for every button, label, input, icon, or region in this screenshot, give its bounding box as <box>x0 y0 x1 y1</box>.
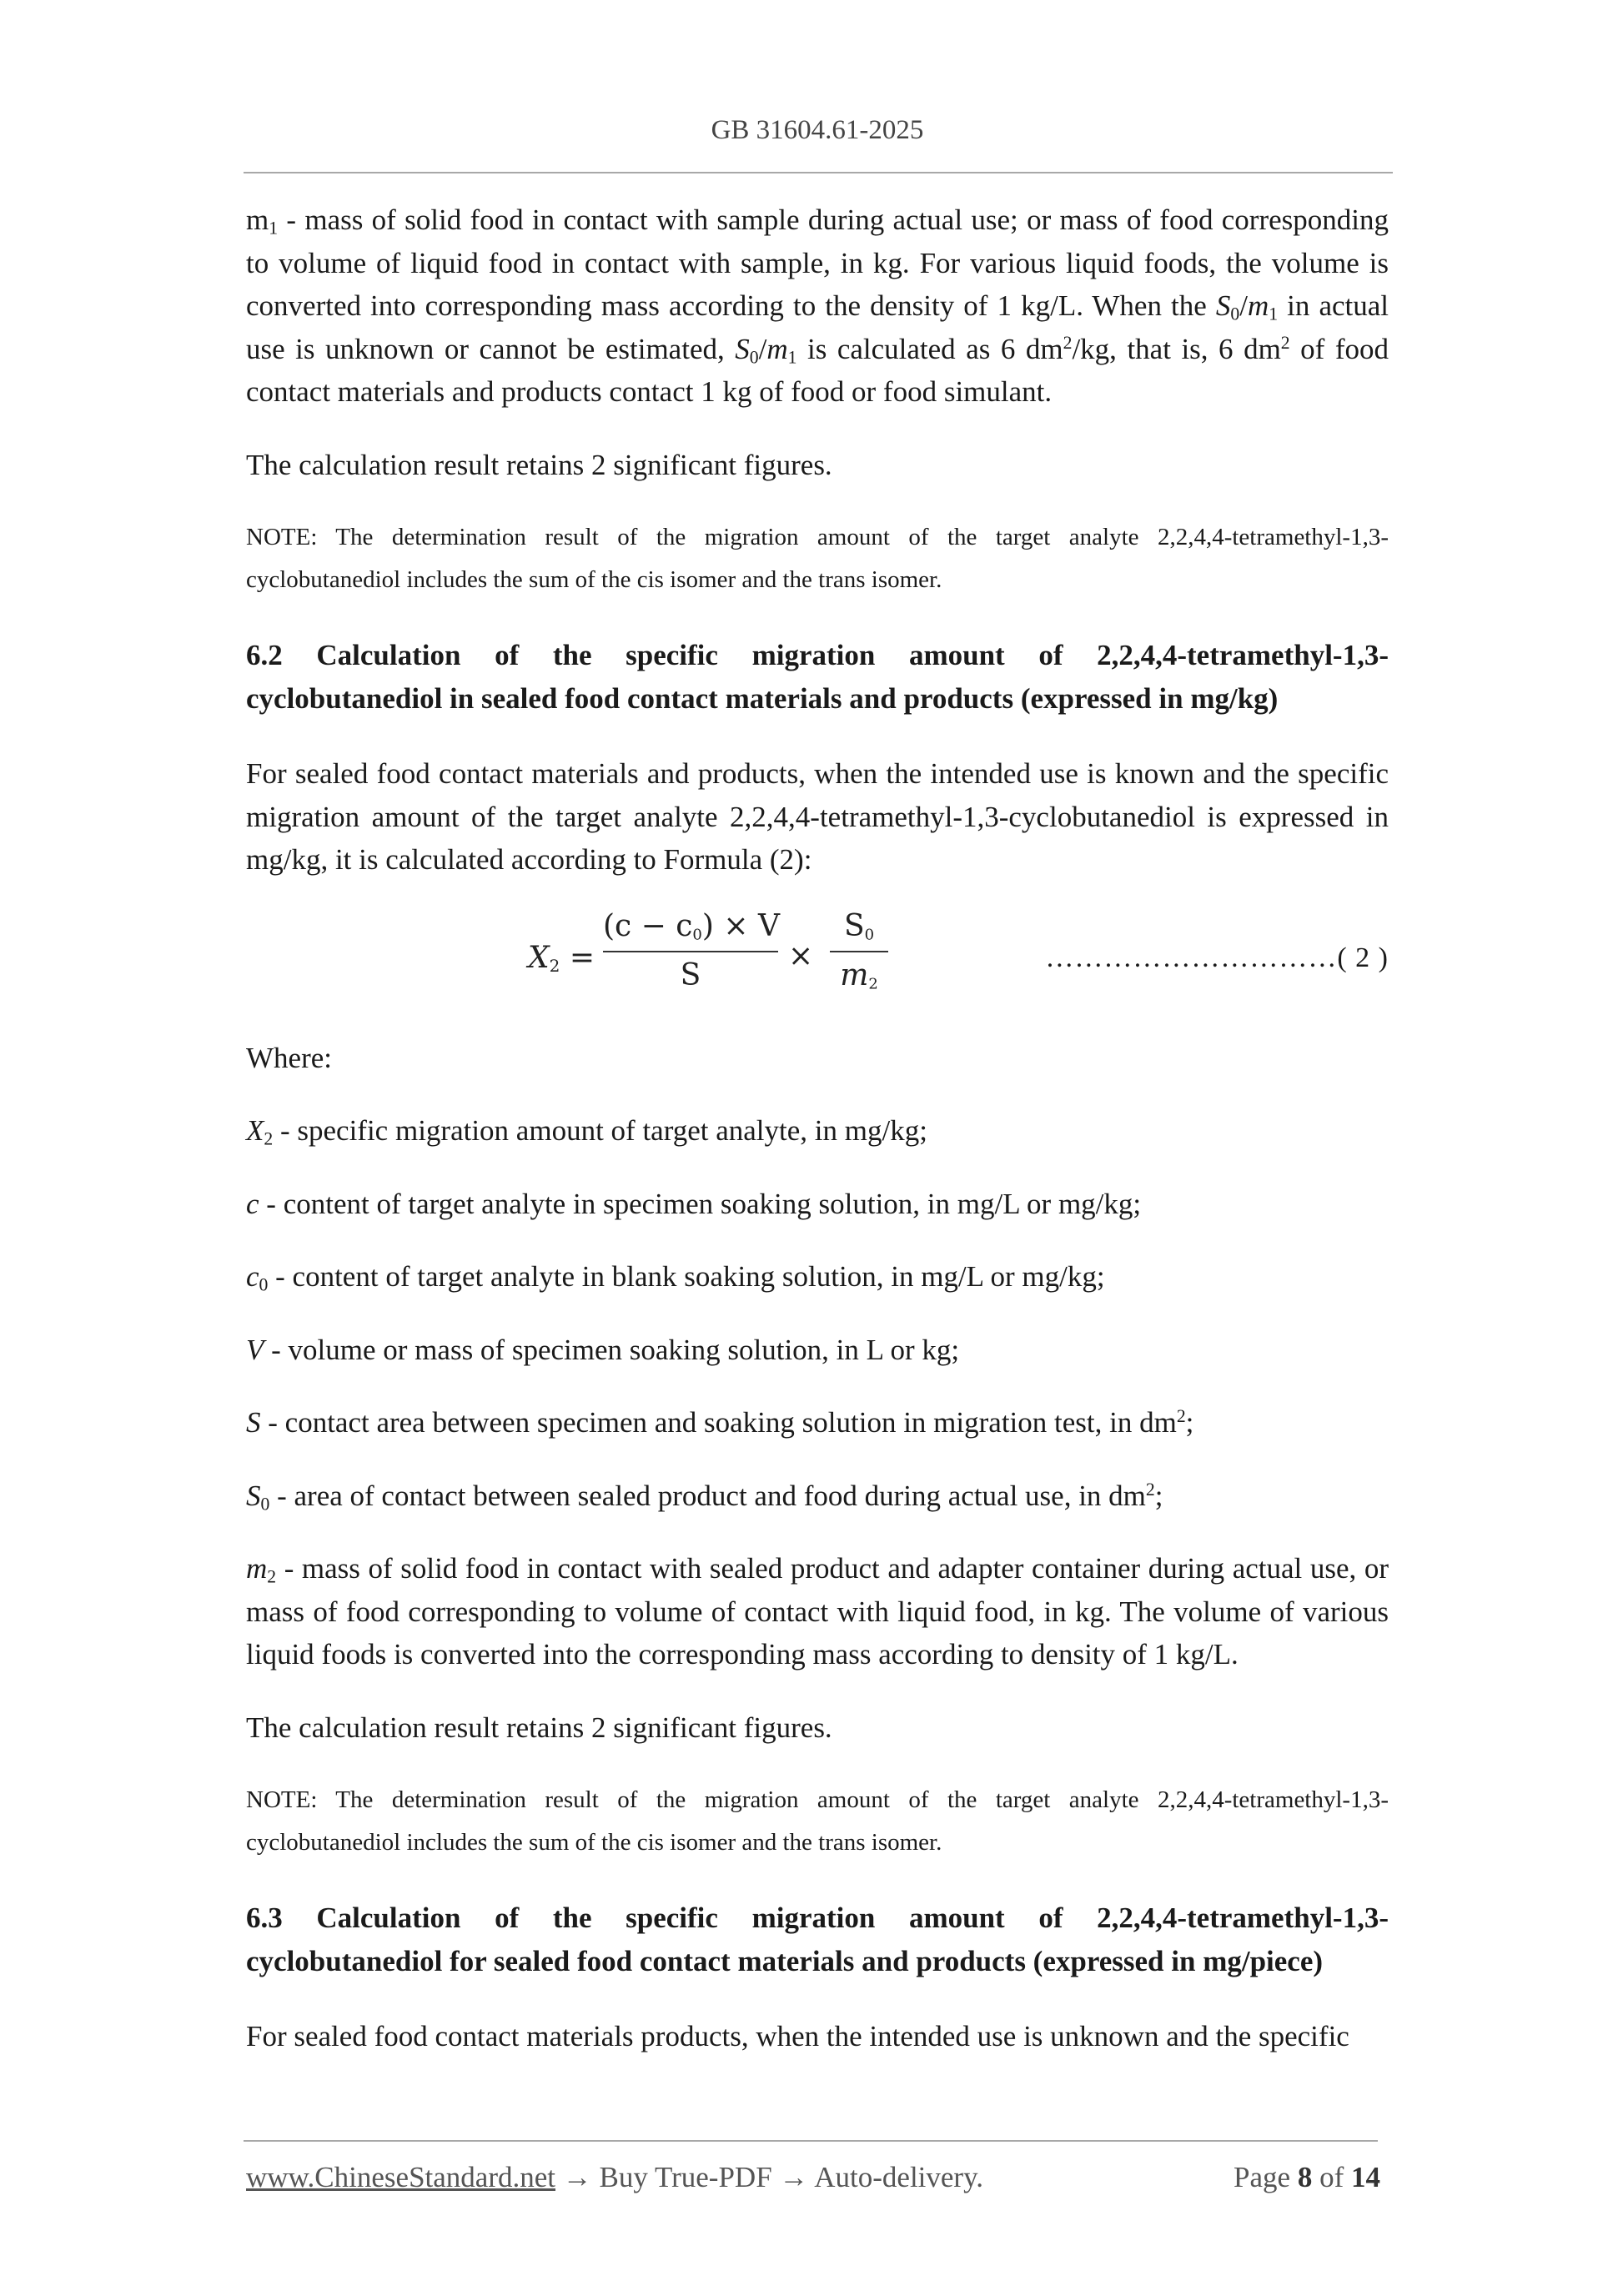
fraction-migration: $(c - c_0) \times V$ S <box>603 908 780 992</box>
page-header: GB 31604.61-2025 <box>711 115 924 145</box>
definition-item: $X_2$ - specific migration amount of target analyte, in mg/kg; <box>246 1114 927 1149</box>
paragraph-m1-definition: $m_1$ - mass of solid food in contact with sample during actual use; or mass of food corresponding to volume of liquid food in contact with sample, in kg. For various liquid foods, the volume is converted into corresponding mass according to the density of 1 kg/L. When the $S_0/m_1$ in actual use is unknown or cannot be estimated, $S_0/m_1$ is calculated as 6 $dm^2/kg$, that is, 6 $dm^2$ of food contact materials and products contact 1 kg of food or food simulant. <box>246 203 1389 408</box>
note-isomers-2: NOTE: The determination result of the migration amount of the target analyte 2,2,4,4-tetramethyl-1,3-cyclobutanediol includes the sum of the cis isomer and the trans isomer. <box>246 1786 1389 1856</box>
calculation-result-note-2: The calculation result retains 2 significant figures. <box>246 1711 832 1744</box>
paragraph-6-3: For sealed food contact materials products, when the intended use is unknown and the specific <box>246 2020 1349 2052</box>
total-pages: 14 <box>1351 2161 1380 2193</box>
definition-item: $c_0$ - content of target analyte in blank soaking solution, in mg/L or mg/kg; <box>246 1260 1105 1295</box>
footer-divider <box>244 2140 1378 2142</box>
current-page-number: 8 <box>1297 2161 1313 2193</box>
fraction-area-mass: $S_0$ $m_2$ <box>830 905 888 997</box>
header-divider <box>244 172 1393 173</box>
definition-item: S - contact area between specimen and soaking solution in migration test, in $dm^2$; <box>246 1406 1194 1439</box>
where-label: Where: <box>246 1041 332 1074</box>
definition-item: c - content of target analyte in specimen soaking solution, in mg/L or mg/kg; <box>246 1187 1142 1220</box>
formula-number: …………………………( 2 ) <box>1045 942 1389 973</box>
definition-item: V - volume or mass of specimen soaking solution, in L or kg; <box>246 1333 960 1366</box>
formula-2: $X_2$ = $(c - c_0) \times V$ S × $S_0$ $m_2$ …………………………( 2 ) <box>246 907 1389 1007</box>
note-isomers: NOTE: The determination result of the migration amount of the target analyte 2,2,4,4-tetramethyl-1,3-cyclobutanediol includes the sum of the cis isomer and the trans isomer. <box>246 524 1389 593</box>
page-indicator: Page 8 of 14 <box>1234 2161 1380 2193</box>
definition-m2: $m_2$ - mass of solid food in contact with sealed product and adapter container during actual use, or mass of food corresponding to volume of contact with liquid food, in kg. The volume of various liquid foods is converted into the corresponding mass according to density of 1 kg/L. <box>246 1552 1389 1671</box>
page-footer: www.ChineseStandard.net → Buy True-PDF → Auto-delivery. Page 8 of 14 <box>246 2161 1380 2193</box>
calculation-result-note: The calculation result retains 2 significant figures. <box>246 448 832 481</box>
section-heading-6-3: 6.3 Calculation of the specific migration amount of 2,2,4,4-tetramethyl-1,3- cyclobutanediol for sealed food contact materials and products (expressed in mg/piece) <box>246 1902 1389 1977</box>
definition-item: $S_0$ - area of contact between sealed product and food during actual use, in $dm^2$; <box>246 1479 1163 1514</box>
page-content <box>246 198 1389 2058</box>
chinesestandard-link[interactable]: www.ChineseStandard.net <box>246 2161 555 2193</box>
buy-true-pdf-text: Buy True-PDF <box>599 2161 772 2193</box>
section-heading-6-2: 6.2 Calculation of the specific migration amount of 2,2,4,4-tetramethyl-1,3- cyclobutanediol in sealed food contact materials and products (expressed in mg/kg) <box>246 639 1389 715</box>
paragraph-6-2: For sealed food contact materials and products, when the intended use is known and the specific migration amount of the target analyte 2,2,4,4-tetramethyl-1,3-cyclobutanediol is expressed in mg/kg, it is calculated according to Formula (2): <box>246 757 1389 876</box>
definitions-list <box>246 1109 1389 1517</box>
